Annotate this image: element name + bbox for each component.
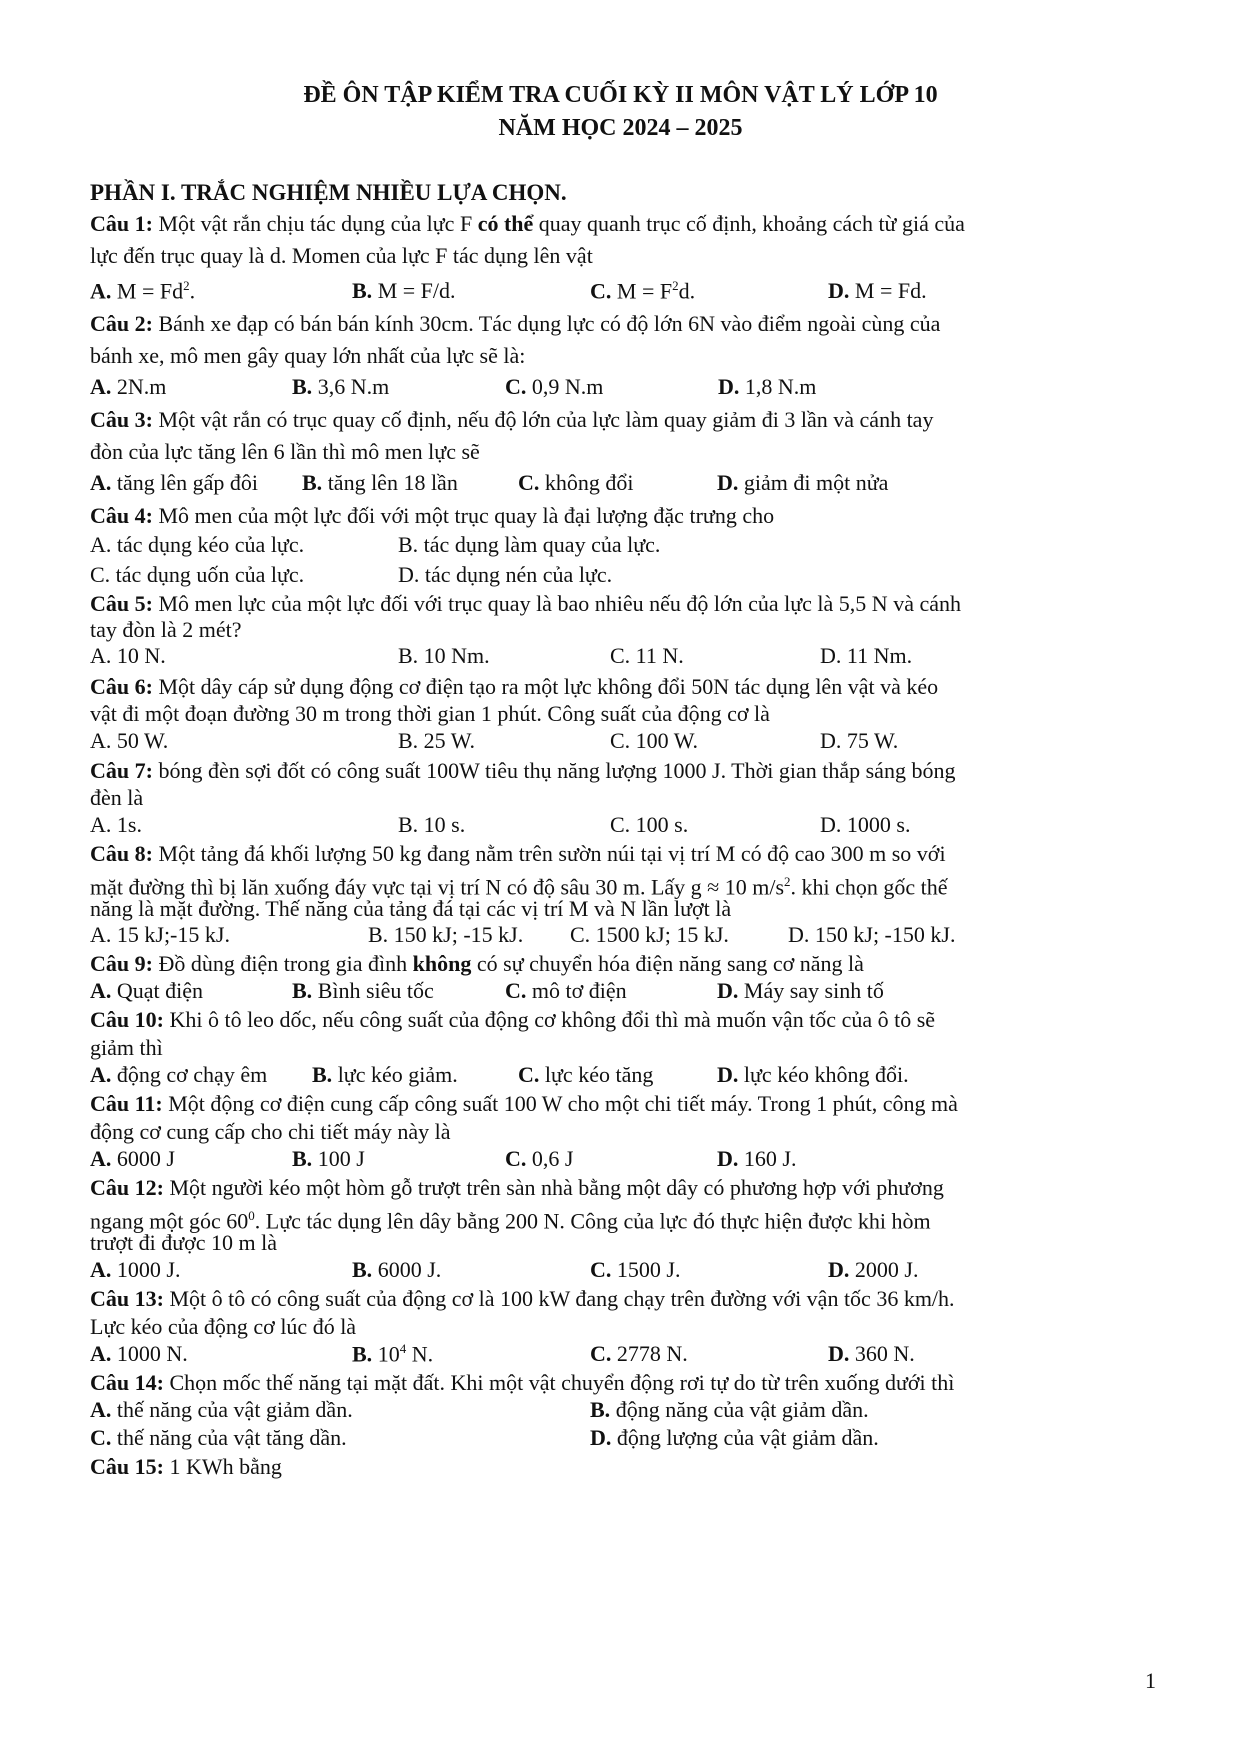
q8-option-d: D. 150 kJ; -150 kJ. — [788, 922, 956, 947]
question-9: Câu 9: Đồ dùng điện trong gia đình không có sự chuyển hóa điện năng sang cơ năng là — [90, 951, 864, 976]
q13-option-b: B. $10^4$ N. — [352, 1341, 434, 1367]
q2-option-c: C. 0,9 N.m — [505, 374, 604, 399]
q6-option-a: A. 50 W. — [90, 728, 169, 753]
question-7-cont: đèn là — [90, 785, 144, 810]
q14-option-a: A. thế năng của vật giảm dần. — [90, 1397, 353, 1422]
question-8: Câu 8: Một tảng đá khối lượng 50 kg đang nằm trên sườn núi tại vị trí M có độ cao 300 m so với — [90, 841, 946, 866]
q12-option-d: D. 2000 J. — [828, 1257, 919, 1282]
q14-option-d: D. động lượng của vật giảm dần. — [590, 1425, 879, 1450]
q11-option-b: B. 100 J — [292, 1146, 365, 1171]
q1-option-a: A. $M = Fd^2$. — [90, 278, 196, 304]
q1-option-d: D. M = Fd. — [828, 278, 927, 303]
q1-option-b: B. M = F/d. — [352, 278, 456, 303]
question-1: Câu 1: Một vật rắn chịu tác dụng của lực F có thể quay quanh trục cố định, khoảng cách từ giá của — [90, 211, 965, 236]
q7-option-a: A. 1s. — [90, 812, 142, 837]
question-14: Câu 14: Chọn mốc thế năng tại mặt đất. Khi một vật chuyển động rơi tự do từ trên xuống dưới thì — [90, 1370, 955, 1395]
q8-option-b: B. 150 kJ; -15 kJ. — [368, 922, 524, 947]
question-1-cont: lực đến trục quay là d. Momen của lực F tác dụng lên vật — [90, 243, 593, 268]
q12-option-b: B. 6000 J. — [352, 1257, 442, 1282]
q10-option-b: B. lực kéo giảm. — [312, 1062, 458, 1087]
question-3: Câu 3: Một vật rắn có trục quay cố định, nếu độ lớn của lực làm quay giảm đi 3 lần và cánh tay — [90, 407, 934, 432]
question-12-cont2: trượt đi được 10 m là — [90, 1230, 278, 1255]
question-10: Câu 10: Khi ô tô leo dốc, nếu công suất của động cơ không đổi thì mà muốn vận tốc của ô tô sẽ — [90, 1007, 936, 1032]
q7-option-b: B. 10 s. — [398, 812, 466, 837]
q5-option-c: C. 11 N. — [610, 643, 684, 668]
q2-option-a: A. 2N.m — [90, 374, 167, 399]
q11-option-a: A. 6000 J — [90, 1146, 175, 1171]
q5-option-b: B. 10 Nm. — [398, 643, 490, 668]
q7-option-d: D. 1000 s. — [820, 812, 911, 837]
q11-option-d: D. 160 J. — [717, 1146, 797, 1171]
question-11-cont: động cơ cung cấp cho chi tiết máy này là — [90, 1119, 451, 1144]
q7-option-c: C. 100 s. — [610, 812, 689, 837]
question-7: Câu 7: bóng đèn sợi đốt có công suất 100W tiêu thụ năng lượng 1000 J. Thời gian thắp sáng bóng — [90, 758, 956, 783]
q9-option-d: D. Máy say sinh tố — [717, 978, 884, 1003]
q3-option-b: B. tăng lên 18 lần — [302, 470, 458, 495]
question-10-cont: giảm thì — [90, 1035, 163, 1060]
q9-option-c: C. mô tơ điện — [505, 978, 627, 1003]
question-12-cont: ngang một góc $60^0$. Lực tác dụng lên dây bằng 200 N. Công của lực đó thực hiện được khi hòm — [90, 1208, 931, 1234]
q13-option-a: A. 1000 N. — [90, 1341, 188, 1366]
q6-option-c: C. 100 W. — [610, 728, 699, 753]
q10-option-a: A. động cơ chạy êm — [90, 1062, 268, 1087]
question-8-cont: mặt đường thì bị lăn xuống đáy vực tại vị trí N có độ sâu 30 m. Lấy g ≈ 10 $m/s^2$. khi chọn gốc thế — [90, 874, 948, 900]
question-5-cont: tay đòn là 2 mét? — [90, 617, 242, 642]
q9-option-a: A. Quạt điện — [90, 978, 204, 1003]
question-6-cont: vật đi một đoạn đường 30 m trong thời gian 1 phút. Công suất của động cơ là — [90, 701, 770, 726]
q4-option-c: C. tác dụng uốn của lực. — [90, 562, 305, 587]
q13-option-c: C. 2778 N. — [590, 1341, 688, 1366]
q6-option-b: B. 25 W. — [398, 728, 476, 753]
question-2-cont: bánh xe, mô men gây quay lớn nhất của lực sẽ là: — [90, 343, 526, 368]
q4-option-a: A. tác dụng kéo của lực. — [90, 532, 305, 557]
question-6: Câu 6: Một dây cáp sử dụng động cơ điện tạo ra một lực không đổi 50N tác dụng lên vật và kéo — [90, 674, 939, 699]
q8-option-c: C. 1500 kJ; 15 kJ. — [570, 922, 729, 947]
q2-option-b: B. 3,6 N.m — [292, 374, 390, 399]
page-number: 1 — [1145, 1668, 1156, 1693]
question-3-cont: đòn của lực tăng lên 6 lần thì mô men lực sẽ — [90, 439, 480, 464]
question-12: Câu 12: Một người kéo một hòm gỗ trượt trên sàn nhà bằng một dây có phương hợp với phương — [90, 1175, 944, 1200]
q10-option-d: D. lực kéo không đổi. — [717, 1062, 909, 1087]
q9-option-b: B. Bình siêu tốc — [292, 978, 434, 1003]
q10-option-c: C. lực kéo tăng — [518, 1062, 654, 1087]
school-year: NĂM HỌC 2024 – 2025 — [498, 115, 743, 141]
q14-option-c: C. thế năng của vật tăng dần. — [90, 1425, 347, 1450]
q5-option-a: A. 10 N. — [90, 643, 166, 668]
question-11: Câu 11: Một động cơ điện cung cấp công suất 100 W cho một chi tiết máy. Trong 1 phút, công mà — [90, 1091, 958, 1116]
q2-option-d: D. 1,8 N.m — [718, 374, 817, 399]
q1-option-c: C. $M = F^2d$. — [590, 278, 696, 304]
question-2: Câu 2: Bánh xe đạp có bán bán kính 30cm. Tác dụng lực có độ lớn 6N vào điểm ngoài cùng của — [90, 311, 941, 336]
question-13-cont: Lực kéo của động cơ lúc đó là — [90, 1314, 357, 1339]
question-5: Câu 5: Mô men lực của một lực đối với trục quay là bao nhiêu nếu độ lớn của lực là 5,5 N và cánh — [90, 591, 961, 616]
q13-option-d: D. 360 N. — [828, 1341, 915, 1366]
q3-option-a: A. tăng lên gấp đôi — [90, 470, 259, 495]
q14-option-b: B. động năng của vật giảm dần. — [590, 1397, 869, 1422]
section-heading: PHẦN I. TRẮC NGHIỆM NHIỀU LỰA CHỌN. — [90, 180, 567, 205]
question-13: Câu 13: Một ô tô có công suất của động cơ là 100 kW đang chạy trên đường với vận tốc 36 km/h. — [90, 1286, 955, 1311]
question-8-cont2: năng là mặt đường. Thế năng của tảng đá tại các vị trí M và N lần lượt là — [90, 896, 732, 921]
q12-option-a: A. 1000 J. — [90, 1257, 181, 1282]
question-15: Câu 15: 1 KWh bằng — [90, 1454, 282, 1479]
q3-option-c: C. không đổi — [518, 470, 634, 495]
document-title: ĐỀ ÔN TẬP KIỂM TRA CUỐI KỲ II MÔN VẬT LÝ LỚP 10 — [303, 82, 938, 108]
q8-option-a: A. 15 kJ;-15 kJ. — [90, 922, 230, 947]
q12-option-c: C. 1500 J. — [590, 1257, 681, 1282]
q4-option-b: B. tác dụng làm quay của lực. — [398, 532, 661, 557]
q3-option-d: D. giảm đi một nửa — [717, 470, 889, 495]
q6-option-d: D. 75 W. — [820, 728, 899, 753]
question-4: Câu 4: Mô men của một lực đối với một trục quay là đại lượng đặc trưng cho — [90, 503, 775, 528]
q5-option-d: D. 11 Nm. — [820, 643, 913, 668]
q4-option-d: D. tác dụng nén của lực. — [398, 562, 613, 587]
q11-option-c: C. 0,6 J — [505, 1146, 574, 1171]
